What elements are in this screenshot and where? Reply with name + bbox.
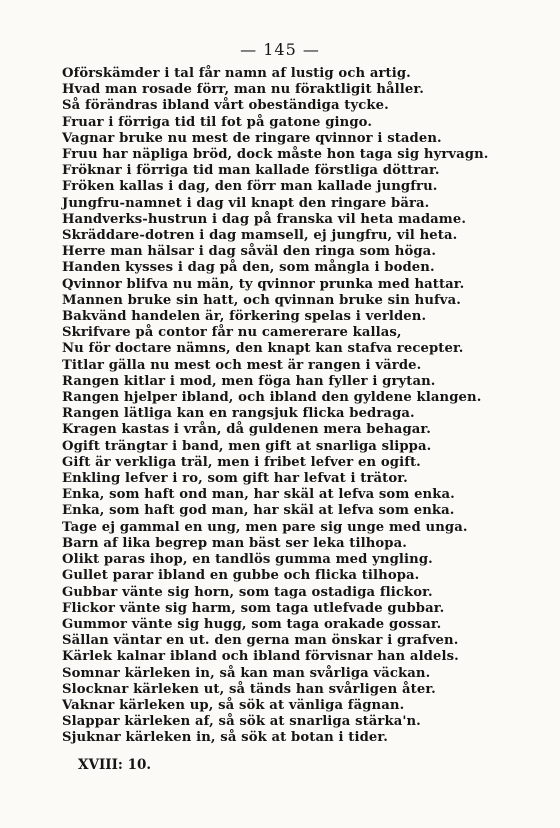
text-line: Herre man hälsar i dag såväl den ringa som höga. [62, 244, 437, 260]
signature-mark: XVIII: 10. [78, 757, 152, 773]
text-line: Slocknar kärleken ut, så tänds han svårligen åter. [62, 681, 436, 697]
text-line: Jungfru-namnet i dag vil knapt den ringare bära. [62, 195, 430, 211]
text-line: Kärlek kalnar ibland och ibland förvisnar han aldels. [62, 649, 459, 665]
text-line: Rangen kitlar i mod, men föga han fyller i grytan. [62, 373, 436, 389]
text-line: Gift är verkliga träl, men i fribet lefver en ogift. [62, 454, 421, 470]
text-line: Enkling lefver i ro, som gift har lefvat i trätor. [62, 471, 408, 487]
text-line: Rangen hjelper ibland, och ibland den gyldene klangen. [62, 390, 482, 406]
text-line: Gullet parar ibland en gubbe och flicka tilhopa. [62, 568, 420, 584]
text-line: Gubbar vänte sig horn, som taga ostadiga flickor. [62, 584, 433, 600]
poem-text [62, 66, 542, 747]
text-line: Barn af lika begrep man bäst ser leka tilhopa. [62, 535, 407, 551]
text-line: Tage ej gammal en ung, men pare sig unge med unga. [62, 519, 468, 535]
text-line: Bakvänd handelen är, förkering spelas i verlden. [62, 309, 427, 325]
text-line: Rangen lätliga kan en rangsjuk flicka bedraga. [62, 406, 415, 422]
text-line: Oförskämder i tal får namn af lustig och artig. [62, 66, 411, 81]
text-line: Så förändras ibland vårt obeständiga tycke. [62, 98, 389, 114]
text-line: Handverks-hustrun i dag på franska vil heta madame. [62, 211, 467, 227]
text-line: Handen kysses i dag på den, som mångla i boden. [62, 260, 435, 276]
text-line: Hvad man rosade förr, man nu föraktligit håller. [62, 82, 424, 98]
text-line: Enka, som haft ond man, har skäl at lefva som enka. [62, 487, 455, 503]
text-line: Sällan väntar en ut. den gerna man önskar i grafven. [62, 633, 459, 649]
text-line: Titlar gälla nu mest och mest är rangen i värde. [62, 357, 422, 373]
text-line: Qvinnor blifva nu män, ty qvinnor prunka med hattar. [62, 276, 465, 292]
text-line: Gummor vänte sig hugg, som taga orakade gossar. [62, 616, 442, 632]
text-line: Flickor vänte sig harm, som taga utlefvade gubbar. [62, 600, 445, 616]
text-line: Kragen kastas i vrån, då guldenen mera behagar. [62, 422, 431, 438]
text-line: Fruar i förriga tid til fot på gatone gingo. [62, 114, 373, 130]
text-line: Sjuknar kärleken in, så sök at botan i tider. [62, 730, 388, 746]
page-number: — 145 — [240, 40, 320, 59]
text-line: Mannen bruke sin hatt, och qvinnan bruke sin hufva. [62, 292, 461, 308]
text-line: Enka, som haft god man, har skäl at lefva som enka. [62, 503, 455, 519]
text-line: Olikt paras ihop, en tandlös gumma med yngling. [62, 552, 433, 568]
text-line: Slappar kärleken af, så sök at snarliga stärka'n. [62, 714, 421, 730]
text-line: Skräddare-dotren i dag mamsell, ej jungfru, vil heta. [62, 228, 458, 244]
text-line: Vagnar bruke nu mest de ringare qvinnor i staden. [62, 130, 442, 146]
text-line: Fruu har näpliga bröd, dock måste hon taga sig hyrvagn. [62, 147, 489, 163]
text-line: Somnar kärleken in, så kan man svårliga väckan. [62, 665, 431, 681]
text-line: Fröknar i förriga tid man kallade förstliga döttrar. [62, 163, 440, 179]
text-line: Nu för doctare nämns, den knapt kan stafva recepter. [62, 341, 464, 357]
text-line: Skrifvare på contor får nu camererare kallas, [62, 325, 402, 341]
text-line: Ogift trängtar i band, men gift at snarliga slippa. [62, 438, 432, 454]
text-line: Fröken kallas i dag, den förr man kallade jungfru. [62, 179, 438, 195]
text-line: Vaknar kärleken up, så sök at vänliga fägnan. [62, 697, 405, 713]
